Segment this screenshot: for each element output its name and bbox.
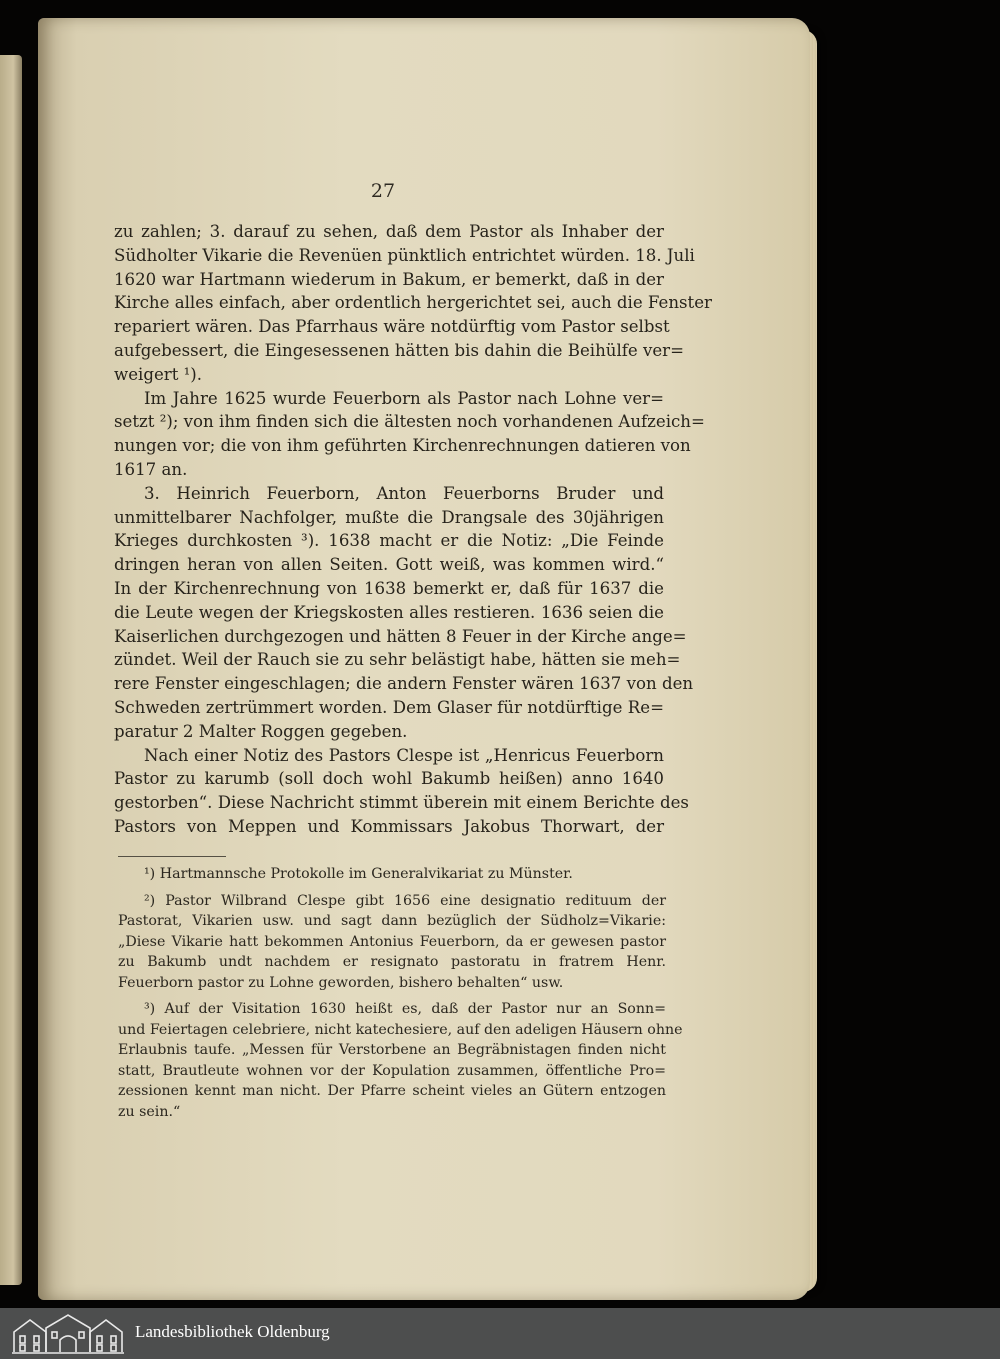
- body-line: paratur 2 Malter Roggen gegeben.: [114, 721, 408, 741]
- body-line: Pastor zu karumb (soll doch wohl Bakumb heißen) anno 1640: [114, 769, 664, 789]
- footnote-line: „Diese Vikarie hatt bekommen Antonius Feuerborn, da er gewesen pastor: [118, 933, 666, 950]
- footer-bar: [0, 1308, 1000, 1359]
- footer-label[interactable]: Landesbibliothek Oldenburg: [135, 1322, 330, 1341]
- footnote-line: Feuerborn pastor zu Lohne geworden, bishero behalten“ usw.: [118, 974, 564, 991]
- body-line: Krieges durchkosten ³). 1638 macht er die Notiz: „Die Feinde: [114, 531, 664, 551]
- body-line: Kaiserlichen durchgezogen und hätten 8 Feuer in der Kirche ange=: [114, 626, 687, 646]
- footnote-line: zessionen kennt man nicht. Der Pfarre scheint vieles an Gütern entzogen: [118, 1083, 666, 1099]
- footnote-line: zu sein.“: [118, 1103, 181, 1120]
- footnote-line: ²) Pastor Wilbrand Clespe gibt 1656 eine designatio redituum der: [144, 892, 666, 909]
- body-line: die Leute wegen der Kriegskosten alles restieren. 1636 seien die: [114, 602, 664, 622]
- body-line: 1617 an.: [114, 459, 188, 479]
- left-page-edge: [0, 55, 22, 1285]
- body-line: aufgebessert, die Eingesessenen hätten bis dahin die Beihülfe ver=: [114, 340, 685, 360]
- body-line: Kirche alles einfach, aber ordentlich hergerichtet sei, auch die Fenster: [114, 293, 712, 313]
- body-line: weigert ¹).: [114, 364, 203, 384]
- page-number: 27: [370, 180, 396, 202]
- body-line: repariert wären. Das Pfarrhaus wäre notdürftig vom Pastor selbst: [114, 317, 670, 337]
- body-line: dringen heran von allen Seiten. Gott weiß, was kommen wird.“: [114, 555, 664, 575]
- body-line: Schweden zertrümmert worden. Dem Glaser für notdürftige Re=: [114, 697, 664, 717]
- footnotes: [118, 864, 683, 1122]
- body-line: 3. Heinrich Feuerborn, Anton Feuerborns Bruder und: [144, 483, 664, 503]
- body-line: In der Kirchenrechnung von 1638 bemerkt er, daß für 1637 die: [114, 578, 664, 598]
- body-line: Im Jahre 1625 wurde Feuerborn als Pastor nach Lohne ver=: [144, 388, 664, 408]
- footnote-line: statt, Brautleute wohnen vor der Kopulation zusammen, öffentliche Pro=: [118, 1062, 666, 1079]
- body-text: [114, 220, 712, 839]
- body-line: 1620 war Hartmann wiederum in Bakum, er bemerkt, daß in der: [114, 269, 664, 289]
- footnote-line: Pastorat, Vikarien usw. und sagt dann bezüglich der Südholz=Vikarie:: [118, 913, 666, 929]
- footnote-line: ³) Auf der Visitation 1630 heißt es, daß der Pastor nur an Sonn=: [144, 1001, 666, 1017]
- body-line: Nach einer Notiz des Pastors Clespe ist „Henricus Feuerborn: [144, 745, 664, 765]
- library-building-icon[interactable]: [10, 1312, 126, 1355]
- body-line: gestorben“. Diese Nachricht stimmt überein mit einem Berichte des: [114, 793, 689, 813]
- body-line: zündet. Weil der Rauch sie zu sehr belästigt habe, hätten sie meh=: [114, 650, 681, 670]
- body-line: Südholter Vikarie die Revenüen pünktlich entrichtet würden. 18. Juli: [114, 245, 695, 265]
- footnote-line: zu Bakumb undt nachdem er resignato pastoratu in fratrem Henr.: [118, 954, 666, 970]
- body-line: Pastors von Meppen und Kommissars Jakobus Thorwart, der: [114, 816, 664, 836]
- footnote-rule: [118, 856, 226, 857]
- book-page: [38, 18, 810, 1300]
- footnote-line: ¹) Hartmannsche Protokolle im Generalvikariat zu Münster.: [144, 866, 573, 882]
- footnote-line: und Feiertagen celebriere, nicht katechesiere, auf den adeligen Häusern ohne: [118, 1021, 683, 1038]
- body-line: zu zahlen; 3. darauf zu sehen, daß dem Pastor als Inhaber der: [114, 222, 664, 241]
- body-line: rere Fenster eingeschlagen; die andern Fenster wären 1637 von den: [114, 674, 694, 694]
- body-line: unmittelbarer Nachfolger, mußte die Drangsale des 30jährigen: [114, 507, 664, 527]
- footnote-line: Erlaubnis taufe. „Messen für Verstorbene an Begräbnistagen finden nicht: [118, 1042, 666, 1058]
- body-line: nungen vor; die von ihm geführten Kirchenrechnungen datieren von: [114, 436, 691, 456]
- body-line: setzt ²); von ihm finden sich die ältesten noch vorhandenen Aufzeich=: [114, 412, 705, 432]
